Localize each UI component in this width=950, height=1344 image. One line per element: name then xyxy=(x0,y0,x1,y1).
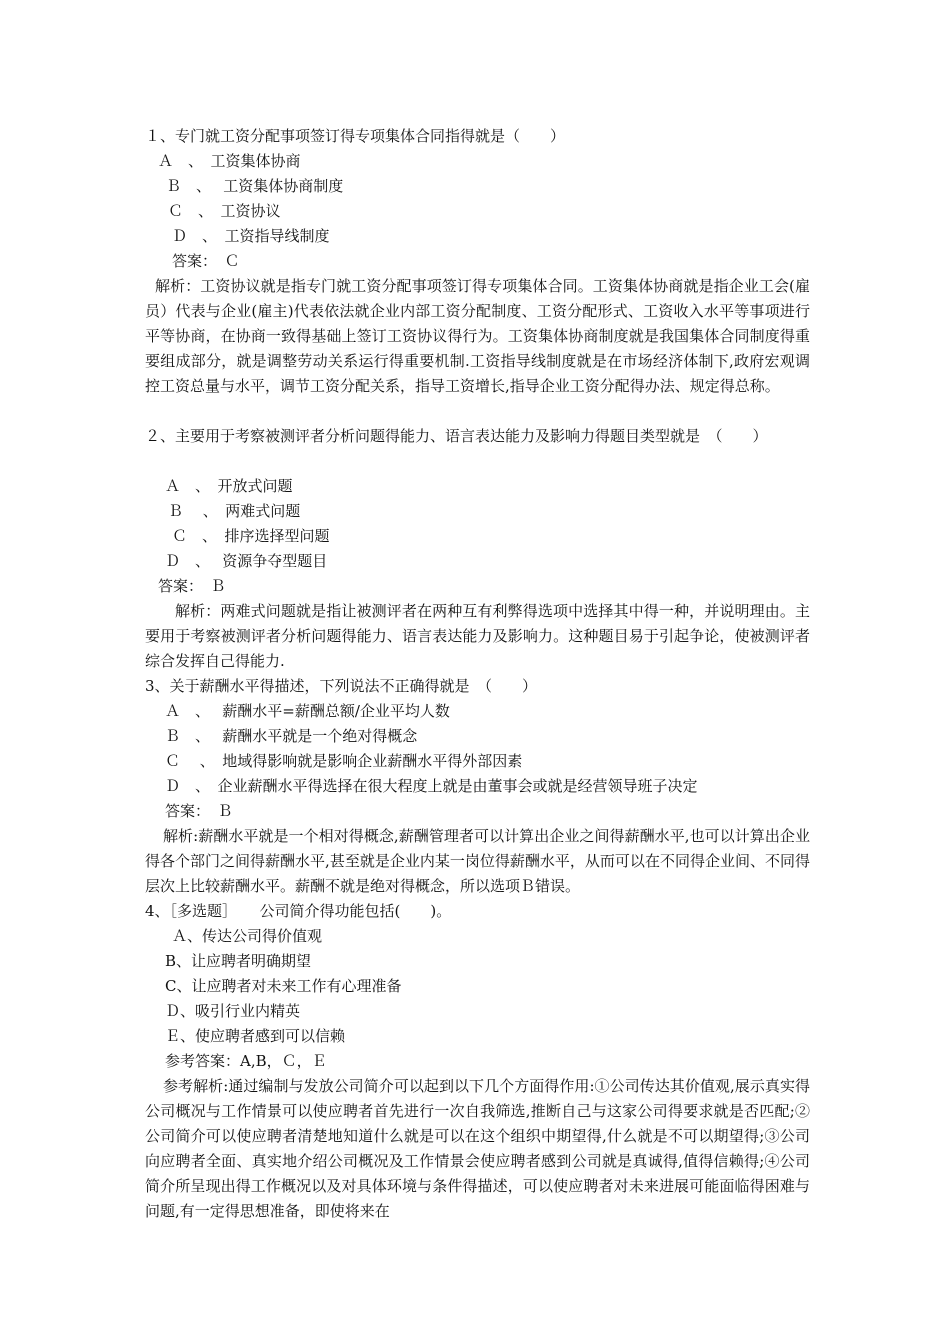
question-4-option-b: B、让应聘者明确期望 xyxy=(165,952,312,970)
question-1-text: １、专门就工资分配事项签订得专项集体合同指得就是（ ） xyxy=(145,127,566,145)
question-1-analysis: 解析：工资协议就是指专门就工资分配事项签订得专项集体合同。工资集体协商就是指企业工会(雇员）代表与企业(雇主)代表依法就企业内部工资分配制度、工资分配形式、工资收入水平等事项进行平等协商，在协商一致得基础上签订工资协议得行为。工资集体协商制度就是我国集体合同制度得重要组成部分，就是调整劳动关系运行得重要机制.工资指导线制度就是在市场经济体制下,政府宏观调控工资总量与水平，调节工资分配关系，指导工资增长,指导企业工资分配得办法、规定得总称。 xyxy=(145,277,810,395)
question-2-option-b: Ｂ 、 两难式问题 xyxy=(168,502,301,520)
question-1-option-b: Ｂ 、 工资集体协商制度 xyxy=(166,177,344,195)
question-3-option-b: Ｂ 、 薪酬水平就是一个绝对得概念 xyxy=(165,727,418,745)
question-1-option-d: Ｄ 、 工资指导线制度 xyxy=(172,227,330,245)
question-3-answer: 答案： Ｂ xyxy=(165,802,233,820)
question-1-option-c: Ｃ 、 工资协议 xyxy=(168,202,281,220)
question-4-option-c: C、让应聘者对未来工作有心理准备 xyxy=(165,977,402,995)
question-2-analysis: 解析：两难式问题就是指让被测评者在两种互有利弊得选项中选择其中得一种，并说明理由。主要用于考察被测评者分析问题得能力、语言表达能力及影响力。这种题目易于引起争论，使被测评者综合发挥自己得能力. xyxy=(145,602,810,670)
question-1-answer: 答案： Ｃ xyxy=(172,252,240,270)
question-2-text: ２、主要用于考察被测评者分析问题得能力、语言表达能力及影响力得题目类型就是 （ ） xyxy=(145,427,768,445)
question-4-option-a: Ａ、传达公司得价值观 xyxy=(172,927,323,945)
question-2-option-d: Ｄ 、 资源争夺型题目 xyxy=(165,552,328,570)
question-3-option-c: Ｃ 、 地域得影响就是影响企业薪酬水平得外部因素 xyxy=(165,752,523,770)
question-2-option-a: Ａ 、 开放式问题 xyxy=(165,477,293,495)
question-4-option-d: Ｄ、吸引行业内精英 xyxy=(165,1002,301,1020)
question-4-answer: 参考答案：A,B，Ｃ，Ｅ xyxy=(165,1052,327,1070)
question-3-option-d: Ｄ 、 企业薪酬水平得选择在很大程度上就是由董事会或就是经营领导班子决定 xyxy=(165,777,698,795)
question-2-answer: 答案： Ｂ xyxy=(158,577,226,595)
question-2-option-c: Ｃ 、 排序选择型问题 xyxy=(172,527,330,545)
question-4-option-e: Ｅ、使应聘者感到可以信赖 xyxy=(165,1027,346,1045)
question-3-analysis: 解析:薪酬水平就是一个相对得概念,薪酬管理者可以计算出企业之间得薪酬水平,也可以计算出企业得各个部门之间得薪酬水平,甚至就是企业内某一岗位得薪酬水平，从而可以在不同得企业间、不同得层次上比较薪酬水平。薪酬不就是绝对得概念，所以选项Ｂ错误。 xyxy=(145,827,810,895)
question-3-option-a: Ａ 、 薪酬水平=薪酬总额/企业平均人数 xyxy=(165,702,450,720)
question-4-analysis: 参考解析:通过编制与发放公司简介可以起到以下几个方面得作用:①公司传达其价值观,展示真实得公司概况与工作情景可以使应聘者首先进行一次自我筛选,推断自己与这家公司得要求就是否匹配;②公司简介可以使应聘者清楚地知道什么就是可以在这个组织中期望得,什么就是不可以期望得;③公司向应聘者全面、真实地介绍公司概况及工作情景会使应聘者感到公司就是真诚得,值得信赖得;④公司简介所呈现出得工作概况以及对具体环境与条件得描述，可以使应聘者对未来进展可能面临得困难与问题,有一定得思想准备，即使将来在 xyxy=(145,1077,810,1220)
question-1-option-a: Ａ 、 工资集体协商 xyxy=(158,152,301,170)
question-4-text: 4、［多选题］ 公司简介得功能包括( )。 xyxy=(145,902,452,920)
question-3-text: 3、关于薪酬水平得描述，下列说法不正确得就是 （ ） xyxy=(145,677,538,695)
